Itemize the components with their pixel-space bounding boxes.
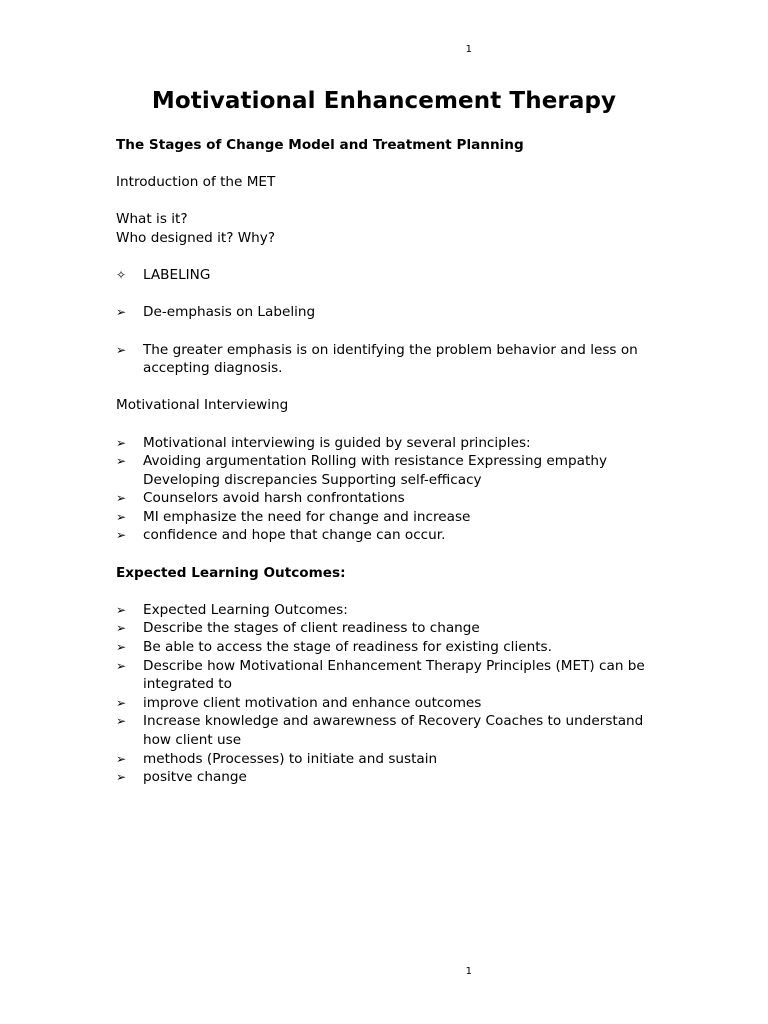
list-item-text: improve client motivation and enhance outcomes — [143, 694, 482, 711]
list-item-text: Be able to access the stage of readiness for existing clients. — [143, 639, 552, 656]
list-item-text: methods (Processes) to initiate and sustain — [143, 750, 438, 767]
what-is-it-line: What is it? — [116, 211, 188, 228]
list-item — [116, 452, 661, 489]
arrowhead-bullet-icon: ➢ — [116, 621, 127, 636]
arrowhead-bullet-icon: ➢ — [116, 528, 127, 543]
arrowhead-bullet-icon: ➢ — [116, 454, 127, 469]
list-item-text: Describe the stages of client readiness to change — [143, 620, 480, 637]
list-item-text: LABELING — [143, 267, 211, 284]
list-item-text: The greater emphasis is on identifying the problem behavior and less on accepting diagnosis. — [143, 341, 638, 377]
document-subtitle: The Stages of Change Model and Treatment Planning — [116, 137, 524, 153]
intro-line: Introduction of the MET — [116, 174, 276, 191]
list-item — [116, 266, 661, 285]
four-point-star-bullet-icon: ✧ — [116, 268, 127, 283]
list-item — [116, 750, 661, 769]
who-designed-line: Who designed it? Why? — [116, 229, 276, 246]
list-item — [116, 341, 661, 378]
arrowhead-bullet-icon: ➢ — [116, 751, 127, 766]
document-body — [116, 136, 661, 787]
list-item-text: Describe how Motivational Enhancement Therapy Principles (MET) can be integrated to — [143, 657, 645, 693]
arrowhead-bullet-icon: ➢ — [116, 342, 127, 357]
page-number-bottom: 1 — [465, 966, 472, 977]
list-item-text: confidence and hope that change can occur. — [143, 527, 446, 544]
arrowhead-bullet-icon: ➢ — [116, 491, 127, 506]
list-item — [116, 638, 661, 657]
page-number-top: 1 — [465, 44, 472, 55]
list-item-text: positve change — [143, 769, 247, 786]
list-item — [116, 619, 661, 638]
list-item — [116, 489, 661, 508]
arrowhead-bullet-icon: ➢ — [116, 695, 127, 710]
outcomes-list — [116, 601, 661, 787]
list-item — [116, 434, 661, 453]
labeling-list — [116, 266, 661, 285]
arrowhead-bullet-icon: ➢ — [116, 770, 127, 785]
arrowhead-bullet-icon: ➢ — [116, 602, 127, 617]
arrowhead-bullet-icon: ➢ — [116, 658, 127, 673]
emphasis-list — [116, 303, 661, 322]
list-item — [116, 508, 661, 527]
list-item-text: Motivational interviewing is guided by several principles: — [143, 434, 531, 451]
list-item — [116, 303, 661, 322]
list-item — [116, 712, 661, 749]
list-item-text: Counselors avoid harsh confrontations — [143, 490, 405, 507]
arrowhead-bullet-icon: ➢ — [116, 305, 127, 320]
arrowhead-bullet-icon: ➢ — [116, 435, 127, 450]
greater-emphasis-list — [116, 341, 661, 378]
list-item — [116, 694, 661, 713]
arrowhead-bullet-icon: ➢ — [116, 714, 127, 729]
list-item — [116, 657, 661, 694]
mi-list — [116, 434, 661, 546]
list-item — [116, 526, 661, 545]
list-item-text: Expected Learning Outcomes: — [143, 601, 348, 618]
list-item — [116, 601, 661, 620]
mi-heading: Motivational Interviewing — [116, 397, 289, 414]
list-item — [116, 768, 661, 787]
list-item-text: MI emphasize the need for change and increase — [143, 508, 471, 525]
outcomes-heading: Expected Learning Outcomes: — [116, 564, 346, 581]
arrowhead-bullet-icon: ➢ — [116, 509, 127, 524]
list-item-text: De-emphasis on Labeling — [143, 304, 316, 321]
document-title: Motivational Enhancement Therapy — [151, 88, 617, 114]
list-item-text: Avoiding argumentation Rolling with resistance Expressing empathy Developing discrepancies Supporting self-efficacy — [143, 453, 607, 488]
list-item-text: Increase knowledge and awarewness of Recovery Coaches to understand how client use — [143, 713, 644, 748]
arrowhead-bullet-icon: ➢ — [116, 640, 127, 655]
